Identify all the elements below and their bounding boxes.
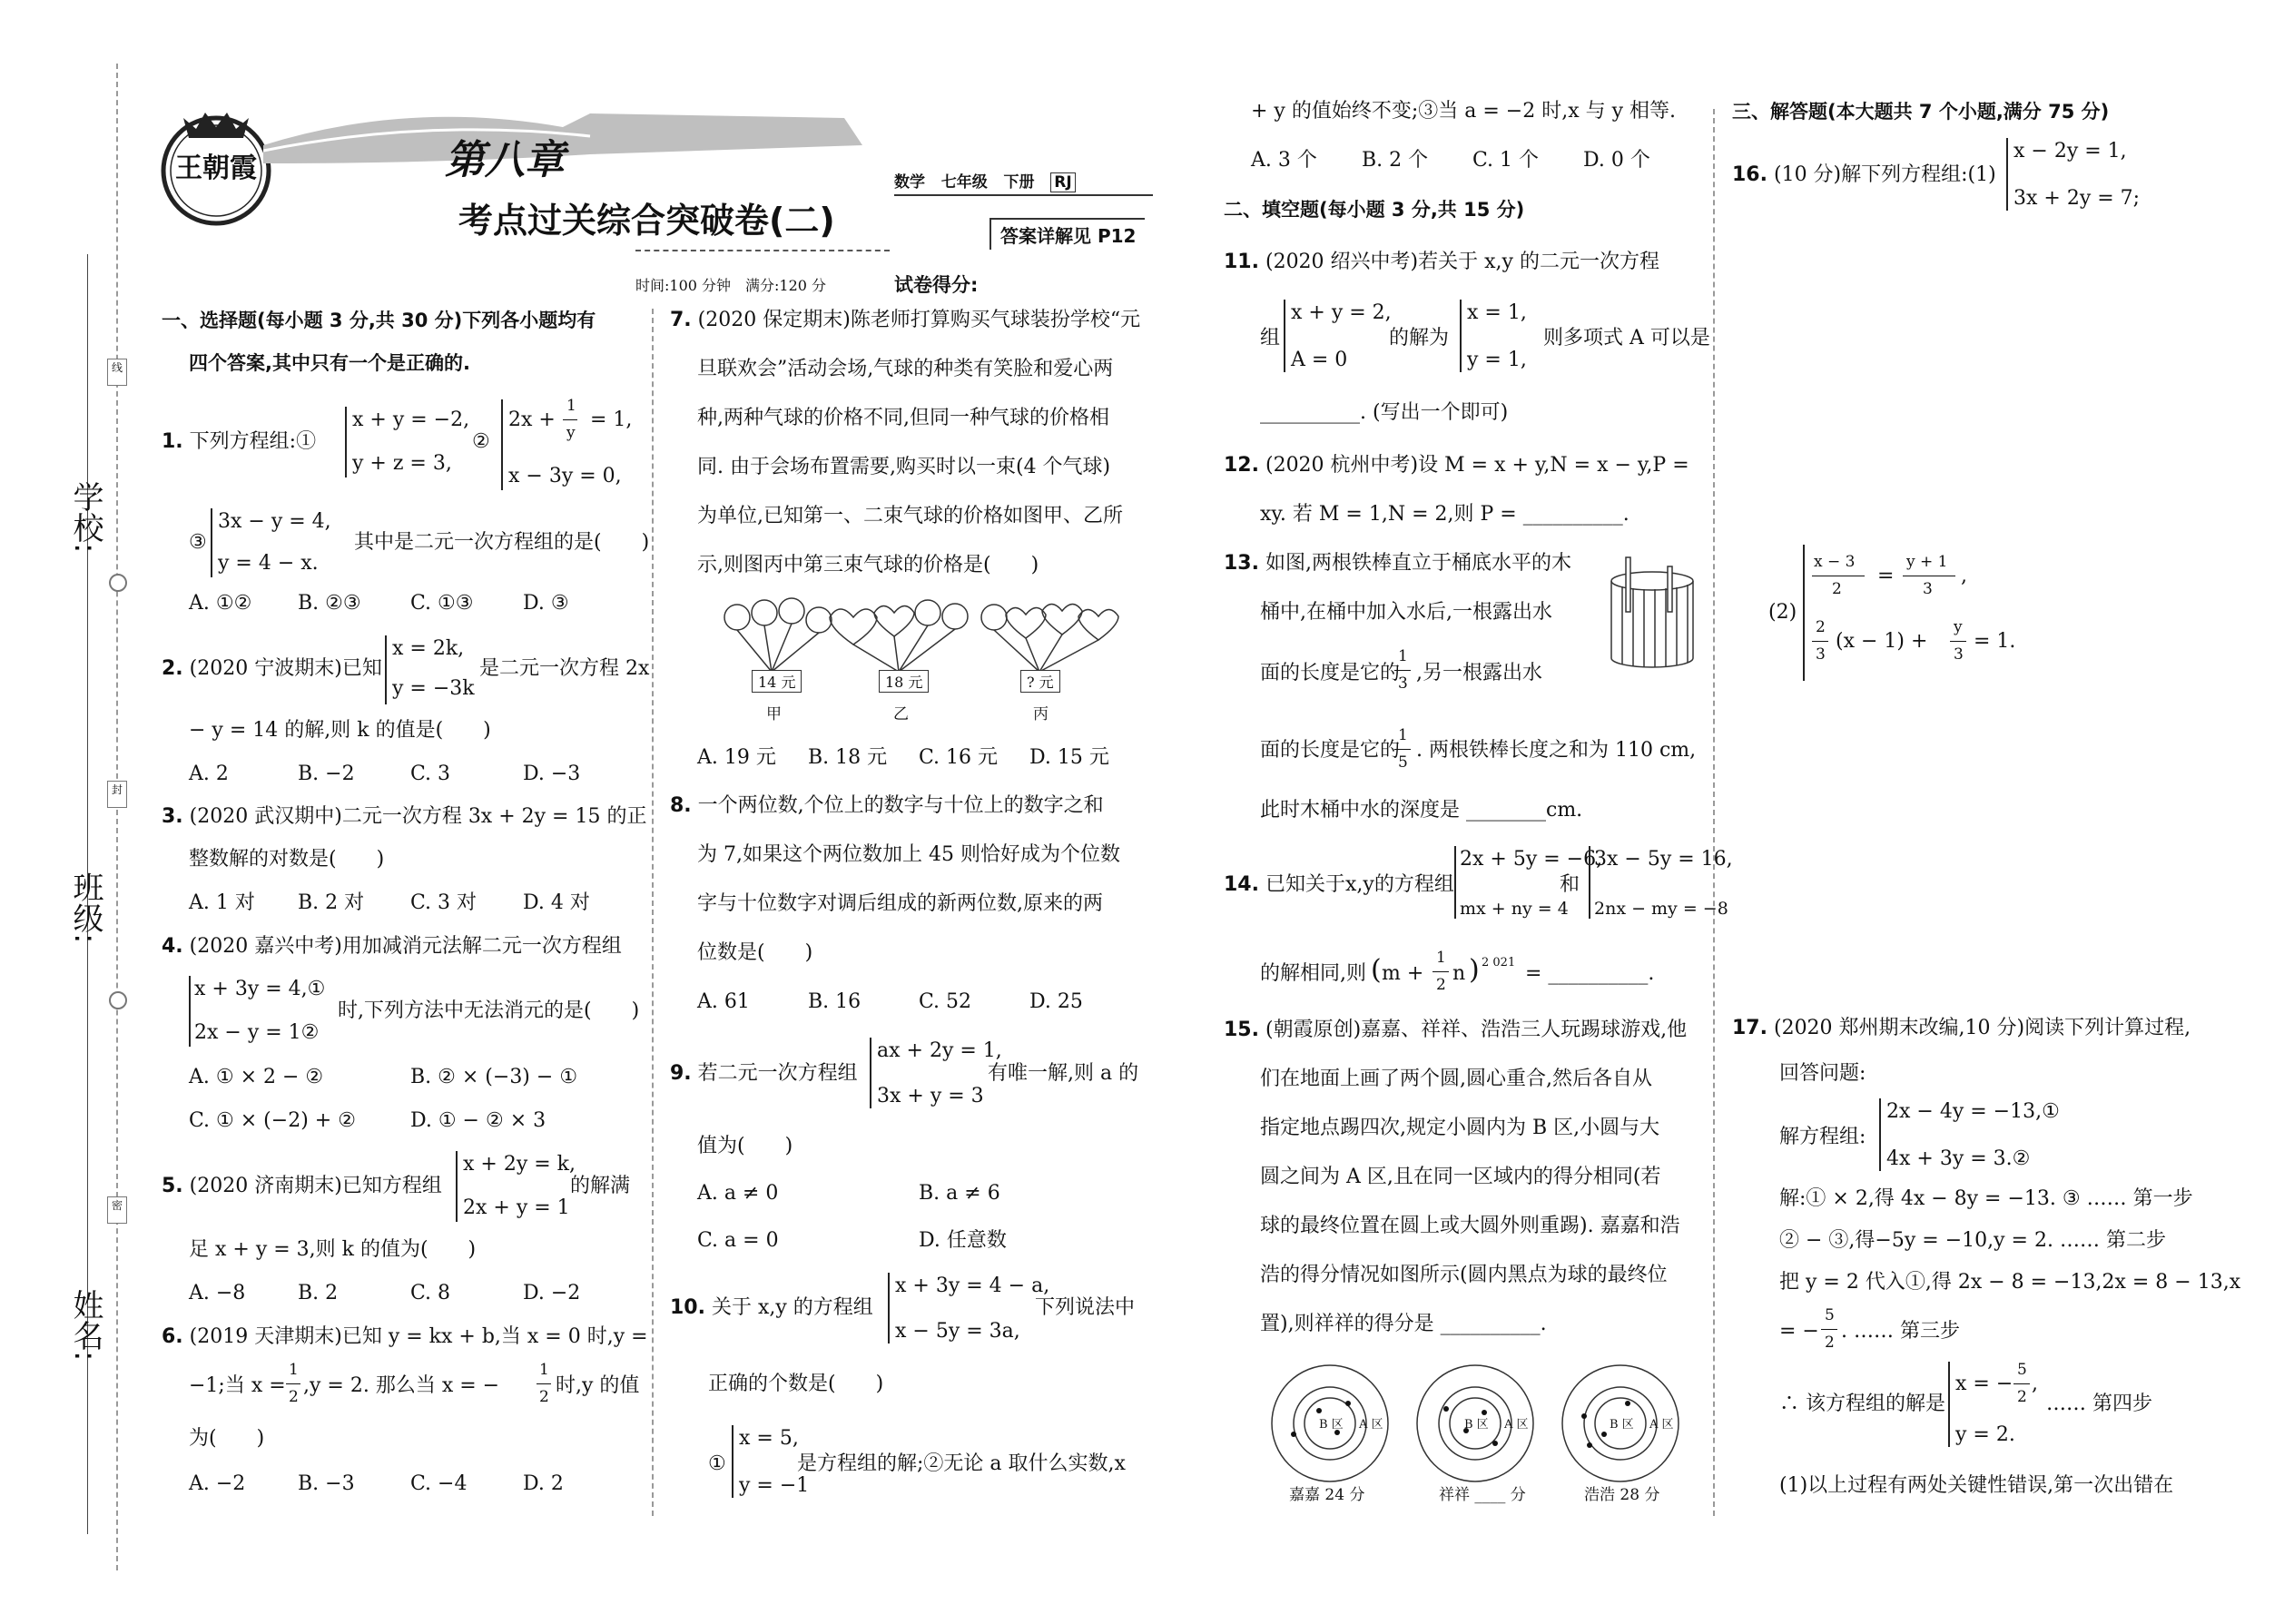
q7-option-a: A. 19 元 xyxy=(697,746,776,769)
q6-text: (2019 天津期末)已知 y = kx + b,当 x = 0 时,y = xyxy=(189,1325,648,1348)
q13-text-c: 面的长度是它的 xyxy=(1260,662,1401,684)
q6-frac2-den: 2 xyxy=(539,1388,549,1406)
q7-line-1: 7. (2020 保定期末)陈老师打算购买气球装扮学校“元 xyxy=(670,309,1141,331)
q16-brace-1 xyxy=(2006,138,2008,211)
q17-text-b: 回答问题: xyxy=(1779,1062,1866,1085)
name-label: 姓名: xyxy=(67,1289,103,1362)
q9-eq1: ax + 2y = 1, xyxy=(877,1039,1002,1062)
q13-text-d: 面的长度是它的 xyxy=(1260,739,1401,762)
q13: 13. 如图,两根铁棒直立于桶底水平的木 xyxy=(1224,552,1571,575)
q1-eq2a-tail: = 1, xyxy=(590,408,633,431)
binding-mark-xian: 线 xyxy=(107,359,127,386)
q11-eq4: y = 1, xyxy=(1467,349,1527,371)
q1-brace-3 xyxy=(211,508,212,577)
q10-text: 关于 x,y 的方程组 xyxy=(711,1296,873,1319)
q6-text-b3: 时,y 的值 xyxy=(556,1374,640,1397)
q3-option-b: B. 2 对 xyxy=(298,891,365,914)
q17-eq3-comma: , xyxy=(2032,1373,2038,1395)
header-ribbon xyxy=(263,91,899,191)
q1-brace-2 xyxy=(501,399,503,490)
q13-frac2-num: 1 xyxy=(1398,726,1408,744)
q14-brace-2 xyxy=(1589,846,1590,919)
q16-brace-2 xyxy=(1803,545,1805,681)
q5-option-c: C. 8 xyxy=(410,1282,451,1304)
q2-option-c: C. 3 xyxy=(410,763,451,785)
q15-line-2: 们在地面上画了两个圆,圆心重合,然后各自从 xyxy=(1260,1068,1652,1090)
binding-dashed-line xyxy=(116,64,118,1570)
q5-eq1: x + 2y = k, xyxy=(463,1153,576,1176)
q10-option-a: A. 3 个 xyxy=(1251,149,1317,172)
q7-line-6: 示,则图丙中第三束气球的价格是( ) xyxy=(697,554,1039,576)
q10-text-e: + y 的值始终不变;③当 a = −2 时,x 与 y 相等. xyxy=(1251,100,1677,123)
q5-text: (2020 济南期末)已知方程组 xyxy=(189,1175,442,1197)
section-2-title: 二、填空题(每小题 3 分,共 15 分) xyxy=(1224,199,1525,221)
q3-option-c: C. 3 对 xyxy=(410,891,478,914)
q5-option-b: B. 2 xyxy=(298,1282,339,1304)
q10-text-c: 正确的个数是( ) xyxy=(708,1373,884,1395)
q15-line-4: 圆之间为 A 区,且在同一区域内的得分相同(若 xyxy=(1260,1166,1661,1188)
q3-text: (2020 武汉期中)二元一次方程 3x + 2y = 15 的正 xyxy=(189,805,647,828)
q5-eq2: 2x + y = 1 xyxy=(463,1196,570,1219)
binding-circle-2 xyxy=(109,991,127,1009)
q8-option-b: B. 16 xyxy=(808,990,861,1013)
chapter-title: 第八章 xyxy=(445,137,565,183)
q2-brace xyxy=(385,635,387,704)
q10: 10. 关于 x,y 的方程组 xyxy=(670,1296,873,1319)
q14-eq3: 3x − 5y = 16, xyxy=(1594,848,1733,871)
binding-mark-feng: 封 xyxy=(107,781,127,808)
q11-mid: 的解为 xyxy=(1389,327,1450,349)
q15-line-3: 指定地点踢四次,规定小圆内为 B 区,小圆与大 xyxy=(1260,1117,1660,1139)
bucket-figure xyxy=(1602,554,1702,672)
q5-brace xyxy=(456,1151,458,1222)
q12-text: (2020 杭州中考)设 M = x + y,N = x − y,P = xyxy=(1265,454,1689,477)
q6-option-d: D. 2 xyxy=(523,1472,564,1495)
q14-eq2: mx + ny = 4 xyxy=(1460,899,1569,919)
q10-option-c: C. 1 个 xyxy=(1472,149,1540,172)
q14-paren-close: ) xyxy=(1469,954,1480,986)
q15-text-1: (朝霞原创)嘉嘉、祥祥、浩浩三人玩踢球游戏,他 xyxy=(1265,1019,1688,1041)
q17-eq3: x = − xyxy=(1955,1373,2013,1395)
q7-line-4: 同. 由于会场布置需要,购买时以一束(4 个气球) xyxy=(697,456,1111,478)
header-tags xyxy=(894,169,1076,192)
q4-eq2: 2x − y = 1② xyxy=(194,1021,320,1044)
q17-step-4: ∴ 该方程组的解是 xyxy=(1779,1393,1945,1415)
q17-eq2: 4x + 3y = 3.② xyxy=(1886,1147,2031,1170)
circle-caption-1: 嘉嘉 24 分 xyxy=(1289,1486,1365,1504)
column-divider-2 xyxy=(1713,109,1715,1516)
balloon-price-c: ? 元 xyxy=(1020,670,1060,693)
brand-name: 王朝霞 xyxy=(175,153,257,184)
q17-brace-2 xyxy=(1948,1362,1950,1447)
q16-eq1: x − 2y = 1, xyxy=(2013,140,2127,162)
q16-f4-num: y xyxy=(1954,618,1963,636)
q14: 14. 已知关于x,y的方程组 xyxy=(1224,873,1454,896)
q8-option-d: D. 25 xyxy=(1029,990,1083,1013)
q3: 3. (2020 武汉期中)二元一次方程 3x + 2y = 15 的正 xyxy=(162,805,647,828)
exam-meta: 时间:100 分钟 满分:120 分 xyxy=(635,277,827,294)
q6-frac1-den: 2 xyxy=(289,1388,299,1406)
q6: 6. (2019 天津期末)已知 y = kx + b,当 x = 0 时,y = xyxy=(162,1325,648,1348)
q6-frac1-num: 1 xyxy=(289,1361,299,1379)
q1-option-d: D. ③ xyxy=(523,592,569,615)
q6-option-a: A. −2 xyxy=(189,1472,246,1495)
q16-eq2: 3x + 2y = 7; xyxy=(2013,187,2141,210)
q5-option-d: D. −2 xyxy=(523,1282,581,1304)
binding-circle-1 xyxy=(109,574,127,592)
balloon-price-b: 18 元 xyxy=(879,670,929,693)
q7-option-b: B. 18 元 xyxy=(808,746,888,769)
q11-text: (2020 绍兴中考)若关于 x,y 的二元一次方程 xyxy=(1265,251,1659,273)
balloon-price-a: 14 元 xyxy=(752,670,802,693)
q2-text: (2020 宁波期末)已知 xyxy=(189,657,382,680)
q4-text-b: 时,下列方法中无法消元的是( ) xyxy=(338,999,640,1022)
q7-option-c: C. 16 元 xyxy=(919,746,999,769)
q17-frac1-den: 2 xyxy=(1825,1334,1835,1352)
tag-subject: 数学 xyxy=(894,173,925,192)
q8-option-c: C. 52 xyxy=(919,990,972,1013)
q13-text-e: 此时木桶中水的深度是 ________cm. xyxy=(1260,799,1583,822)
q16-f2-num: y + 1 xyxy=(1906,553,1948,571)
q7-text-1: (2020 保定期末)陈老师打算购买气球装扮学校“元 xyxy=(697,309,1141,331)
tag-volume: 下册 xyxy=(1003,173,1035,192)
q17-part-1: (1)以上过程有两处关键性错误,第一次出错在 xyxy=(1779,1474,2174,1497)
q16-f4-den: 3 xyxy=(1954,645,1964,664)
q12-text-b: xy. 若 M = 1,N = 2,则 P = __________. xyxy=(1260,503,1629,526)
q16-f2-den: 3 xyxy=(1923,580,1933,598)
q6-option-c: C. −4 xyxy=(410,1472,468,1495)
q3-option-a: A. 1 对 xyxy=(189,891,255,914)
balloon-figure xyxy=(717,595,1153,740)
q1-brace-1 xyxy=(345,407,347,477)
q17-text-c: 解方程组: xyxy=(1779,1126,1866,1148)
q17-step-1: 解:① × 2,得 4x − 8y = −13. ③ …… 第一步 xyxy=(1779,1187,2193,1210)
q16-part2: (2) xyxy=(1768,601,1797,624)
q11-eq3: x = 1, xyxy=(1467,301,1527,324)
q16-f3-num: 2 xyxy=(1816,618,1826,636)
q7-line-5: 为单位,已知第一、二束气球的价格如图甲、乙所 xyxy=(697,505,1123,527)
balloon-label-b: 乙 xyxy=(893,705,909,723)
q2: 2. (2020 宁波期末)已知 xyxy=(162,657,382,680)
q9-eq2: 3x + y = 3 xyxy=(877,1085,984,1107)
q11-text-b: 则多项式 A 可以是 xyxy=(1543,327,1710,349)
paper-title: 考点过关综合突破卷(二) xyxy=(458,201,835,241)
q10-text-d: 是方程组的解;②无论 a 取什么实数,x xyxy=(797,1452,1126,1475)
q2-option-d: D. −3 xyxy=(523,763,581,785)
q1-eq3b: y = 4 − x. xyxy=(218,552,319,575)
section-3-title: 三、解答题(本大题共 7 个小题,满分 75 分) xyxy=(1732,101,2110,123)
school-label: 学校: xyxy=(67,481,103,554)
q10-text-b: 下列说法中 xyxy=(1035,1296,1136,1319)
q2-eq1: x = 2k, xyxy=(392,637,465,660)
tag-grade: 七年级 xyxy=(940,173,988,192)
q16-comma: , xyxy=(1961,565,1967,587)
q5-option-a: A. −8 xyxy=(189,1282,246,1304)
binding-mark-mi: 密 xyxy=(107,1196,127,1224)
q1-tail: 其中是二元一次方程组的是( ) xyxy=(354,531,650,554)
q4-text: (2020 嘉兴中考)用加减消元法解二元一次方程组 xyxy=(189,935,622,958)
q14-text-b2: m + xyxy=(1382,962,1424,985)
q10-brace-2 xyxy=(732,1425,733,1498)
circle-caption-3: 浩浩 28 分 xyxy=(1584,1486,1660,1504)
q7-line-2: 旦联欢会”活动会场,气球的种类有笑脸和爱心两 xyxy=(697,358,1114,380)
zone-b-label-3: B 区 xyxy=(1610,1418,1634,1432)
q8-text-1: 一个两位数,个位上的数字与十位上的数字之和 xyxy=(697,794,1104,817)
q17-step-3a: 把 y = 2 代入①,得 2x − 8 = −13,2x = 8 − 13,x xyxy=(1779,1271,2241,1294)
q8-option-a: A. 61 xyxy=(697,990,750,1013)
q16-text: (10 分)解下列方程组:(1) xyxy=(1773,163,1996,186)
q5: 5. (2020 济南期末)已知方程组 xyxy=(162,1175,442,1197)
q4-option-d: D. ① − ② × 3 xyxy=(410,1109,546,1132)
q11-brace-1 xyxy=(1284,300,1285,372)
q10-eq4: y = −1 xyxy=(739,1474,810,1497)
q17-step-3b: = − xyxy=(1779,1320,1819,1343)
q4-brace xyxy=(189,976,191,1047)
zone-b-label-2: B 区 xyxy=(1464,1418,1489,1432)
q10-eq2: x − 5y = 3a, xyxy=(895,1320,1020,1343)
q4-option-b: B. ② × (−3) − ① xyxy=(410,1066,578,1088)
q1-eq2b: x − 3y = 0, xyxy=(508,465,622,487)
q17-eq4: y = 2. xyxy=(1955,1423,2015,1446)
q13-text-c2: ,另一根露出水 xyxy=(1416,662,1542,684)
q4-option-a: A. ① × 2 − ② xyxy=(189,1066,324,1088)
q14-frac-num: 1 xyxy=(1436,949,1446,967)
q8-line-1: 8. 一个两位数,个位上的数字与十位上的数字之和 xyxy=(670,794,1104,817)
tag-edition: RJ xyxy=(1050,172,1075,192)
answer-ref: 答案详解见 P12 xyxy=(989,218,1145,250)
q1-eq2-frac-num: 1 xyxy=(566,397,576,415)
q17-step-4b: …… 第四步 xyxy=(2046,1393,2152,1415)
q14-paren-open: ( xyxy=(1371,954,1382,986)
circle-caption-2: 祥祥 ____ 分 xyxy=(1439,1486,1526,1504)
zone-a-label-2: A 区 xyxy=(1504,1418,1529,1432)
q10-option-d: D. 0 个 xyxy=(1583,149,1650,172)
q11-eq2: A = 0 xyxy=(1291,349,1348,371)
q13-frac1-num: 1 xyxy=(1398,647,1408,665)
q13-text-d2: . 两根铁棒长度之和为 110 cm, xyxy=(1416,739,1697,762)
q13-frac2-den: 5 xyxy=(1398,753,1408,772)
q6-frac2-num: 1 xyxy=(539,1361,549,1379)
q17-eq1: 2x − 4y = −13,① xyxy=(1886,1100,2060,1123)
q14-exponent: 2 021 xyxy=(1482,956,1516,969)
q7-option-d: D. 15 元 xyxy=(1029,746,1109,769)
q14-eq1: 2x + 5y = −6, xyxy=(1460,848,1603,871)
q1-option-c: C. ①③ xyxy=(410,592,474,615)
q1-eq1a: x + y = −2, xyxy=(352,408,470,431)
q10-eq3: x = 5, xyxy=(739,1427,799,1450)
q14-eq4: 2nx − my = −8 xyxy=(1594,899,1728,919)
q6-option-b: B. −3 xyxy=(298,1472,355,1495)
q1-eq3a: 3x − y = 4, xyxy=(218,510,331,533)
q1-circle-2: ② xyxy=(472,430,490,453)
q5-text-b: 的解满 xyxy=(570,1175,631,1197)
q15-line-5: 球的最终位置在圆上或大圆外则重踢). 嘉嘉和浩 xyxy=(1260,1215,1680,1237)
q4-eq1: x + 3y = 4,① xyxy=(194,978,326,1000)
q4-option-c: C. ① × (−2) + ② xyxy=(189,1109,356,1132)
q2-text-b: 是二元一次方程 2x xyxy=(479,657,650,680)
balloon-label-c: 丙 xyxy=(1033,705,1049,723)
q17-brace-1 xyxy=(1879,1098,1881,1171)
q9: 9. 若二元一次方程组 xyxy=(670,1062,858,1085)
q16: 16. (10 分)解下列方程组:(1) xyxy=(1732,163,1996,186)
q7-line-3: 种,两种气球的价格不同,但同一种气球的价格相 xyxy=(697,407,1109,429)
q9-text-c: 值为( ) xyxy=(697,1135,793,1157)
q5-text-c: 足 x + y = 3,则 k 的值为( ) xyxy=(189,1238,477,1261)
q17-frac2-den: 2 xyxy=(2017,1388,2027,1406)
q11-text-c: __________. (写出一个即可) xyxy=(1260,401,1509,424)
section-1-title-2: 四个答案,其中只有一个是正确的. xyxy=(189,352,470,374)
q11-brace-2 xyxy=(1460,300,1462,372)
q15-line-1: 15. (朝霞原创)嘉嘉、祥祥、浩浩三人玩踢球游戏,他 xyxy=(1224,1019,1688,1041)
q13-text-2: 桶中,在桶中加入水后,一根露出水 xyxy=(1260,601,1552,624)
q15-line-6: 浩的得分情况如图所示(圆内黑点为球的最终位 xyxy=(1260,1264,1668,1286)
q1-option-b: B. ②③ xyxy=(298,592,361,615)
zone-a-label-3: A 区 xyxy=(1649,1418,1674,1432)
q2-eq2: y = −3k xyxy=(392,677,475,700)
tag-rule xyxy=(894,194,1153,196)
section-1-title: 一、选择题(每小题 3 分,共 30 分)下列各小题均有 xyxy=(162,310,596,331)
q13-text-1: 如图,两根铁棒直立于桶底水平的木 xyxy=(1265,552,1571,575)
q1-eq2a: 2x + xyxy=(508,408,556,431)
q14-and: 和 xyxy=(1560,873,1580,896)
q3-option-d: D. 4 对 xyxy=(523,891,590,914)
q14-text-b5: = __________. xyxy=(1525,962,1655,985)
q17-step-2: ② − ③,得−5y = −10,y = 2. …… 第二步 xyxy=(1779,1229,2166,1252)
q1-eq2-frac-den: y xyxy=(566,424,576,442)
q6-text-b2: ,y = 2. 那么当 x = − xyxy=(303,1374,500,1397)
q4: 4. (2020 嘉兴中考)用加减消元法解二元一次方程组 xyxy=(162,935,622,958)
zone-a-label-1: A 区 xyxy=(1359,1418,1383,1432)
title-underline xyxy=(635,250,890,251)
zone-b-label-1: B 区 xyxy=(1319,1418,1344,1432)
q9-brace xyxy=(870,1038,871,1108)
q14-text-b3: n xyxy=(1452,962,1466,985)
q10-circle-1: ① xyxy=(708,1452,726,1475)
balloon-label-a: 甲 xyxy=(766,705,782,723)
q14-text-b: 的解相同,则 xyxy=(1260,962,1366,985)
q9-option-b: B. a ≠ 6 xyxy=(919,1182,1000,1205)
q16-mid: (x − 1) + xyxy=(1836,630,1928,653)
q11: 11. (2020 绍兴中考)若关于 x,y 的二元一次方程 xyxy=(1224,251,1659,273)
q14-brace-1 xyxy=(1454,846,1456,919)
q1-text: 下列方程组:① xyxy=(189,430,317,453)
q11-zu: 组 xyxy=(1260,327,1281,349)
q17-frac1-num: 5 xyxy=(1825,1306,1835,1324)
q8-line-4: 位数是( ) xyxy=(697,941,813,964)
q1-eq1b: y + z = 3, xyxy=(352,452,452,475)
q9-option-c: C. a = 0 xyxy=(697,1229,779,1252)
q8-line-2: 为 7,如果这个两位数加上 45 则恰好成为个位数 xyxy=(697,843,1120,866)
q10-option-b: B. 2 个 xyxy=(1362,149,1429,172)
q16-eq-sign: = xyxy=(1877,565,1895,587)
q15-line-7: 置),则祥祥的得分是 __________. xyxy=(1260,1313,1547,1335)
q8-line-3: 字与十位数字对调后组成的新两位数,原来的两 xyxy=(697,892,1103,915)
q16-f1-den: 2 xyxy=(1832,580,1842,598)
q17-text: (2020 郑州期末改编,10 分)阅读下列计算过程, xyxy=(1773,1017,2191,1039)
q9-text: 若二元一次方程组 xyxy=(697,1062,858,1085)
q2-text-c: − y = 14 的解,则 k 的值是( ) xyxy=(189,719,491,742)
q9-option-a: A. a ≠ 0 xyxy=(697,1182,779,1205)
q9-option-d: D. 任意数 xyxy=(919,1229,1007,1252)
q17: 17. (2020 郑州期末改编,10 分)阅读下列计算过程, xyxy=(1732,1017,2191,1039)
q1-circle-3: ③ xyxy=(189,531,207,554)
q1-option-a: A. ①② xyxy=(189,592,252,615)
q6-text-b: −1;当 x = xyxy=(189,1374,286,1397)
q11-eq1: x + y = 2, xyxy=(1291,301,1392,324)
q13-frac1-den: 3 xyxy=(1398,674,1408,693)
q16-f3-den: 3 xyxy=(1816,645,1826,664)
class-label: 班级: xyxy=(67,871,103,944)
q2-option-b: B. −2 xyxy=(298,763,355,785)
q1: 1. 下列方程组:① xyxy=(162,430,317,453)
q12: 12. (2020 杭州中考)设 M = x + y,N = x − y,P = xyxy=(1224,454,1689,477)
q10-brace xyxy=(888,1273,890,1343)
q14-text: 已知关于x,y的方程组 xyxy=(1265,873,1454,896)
q10-eq1: x + 3y = 4 − a, xyxy=(895,1275,1050,1297)
q2-option-a: A. 2 xyxy=(189,763,229,785)
q17-step-3c: . …… 第三步 xyxy=(1841,1320,1960,1343)
q17-frac2-num: 5 xyxy=(2017,1361,2027,1379)
score-label: 试卷得分: xyxy=(894,274,979,296)
q9-text-b: 有唯一解,则 a 的 xyxy=(988,1062,1139,1085)
q14-frac-den: 2 xyxy=(1436,976,1446,994)
column-divider-1 xyxy=(652,309,654,1516)
q16-end: = 1. xyxy=(1974,630,2016,653)
q3-text-b: 整数解的对数是( ) xyxy=(189,848,385,871)
q16-f1-num: x − 3 xyxy=(1814,553,1856,571)
q6-text-c: 为( ) xyxy=(189,1427,265,1450)
